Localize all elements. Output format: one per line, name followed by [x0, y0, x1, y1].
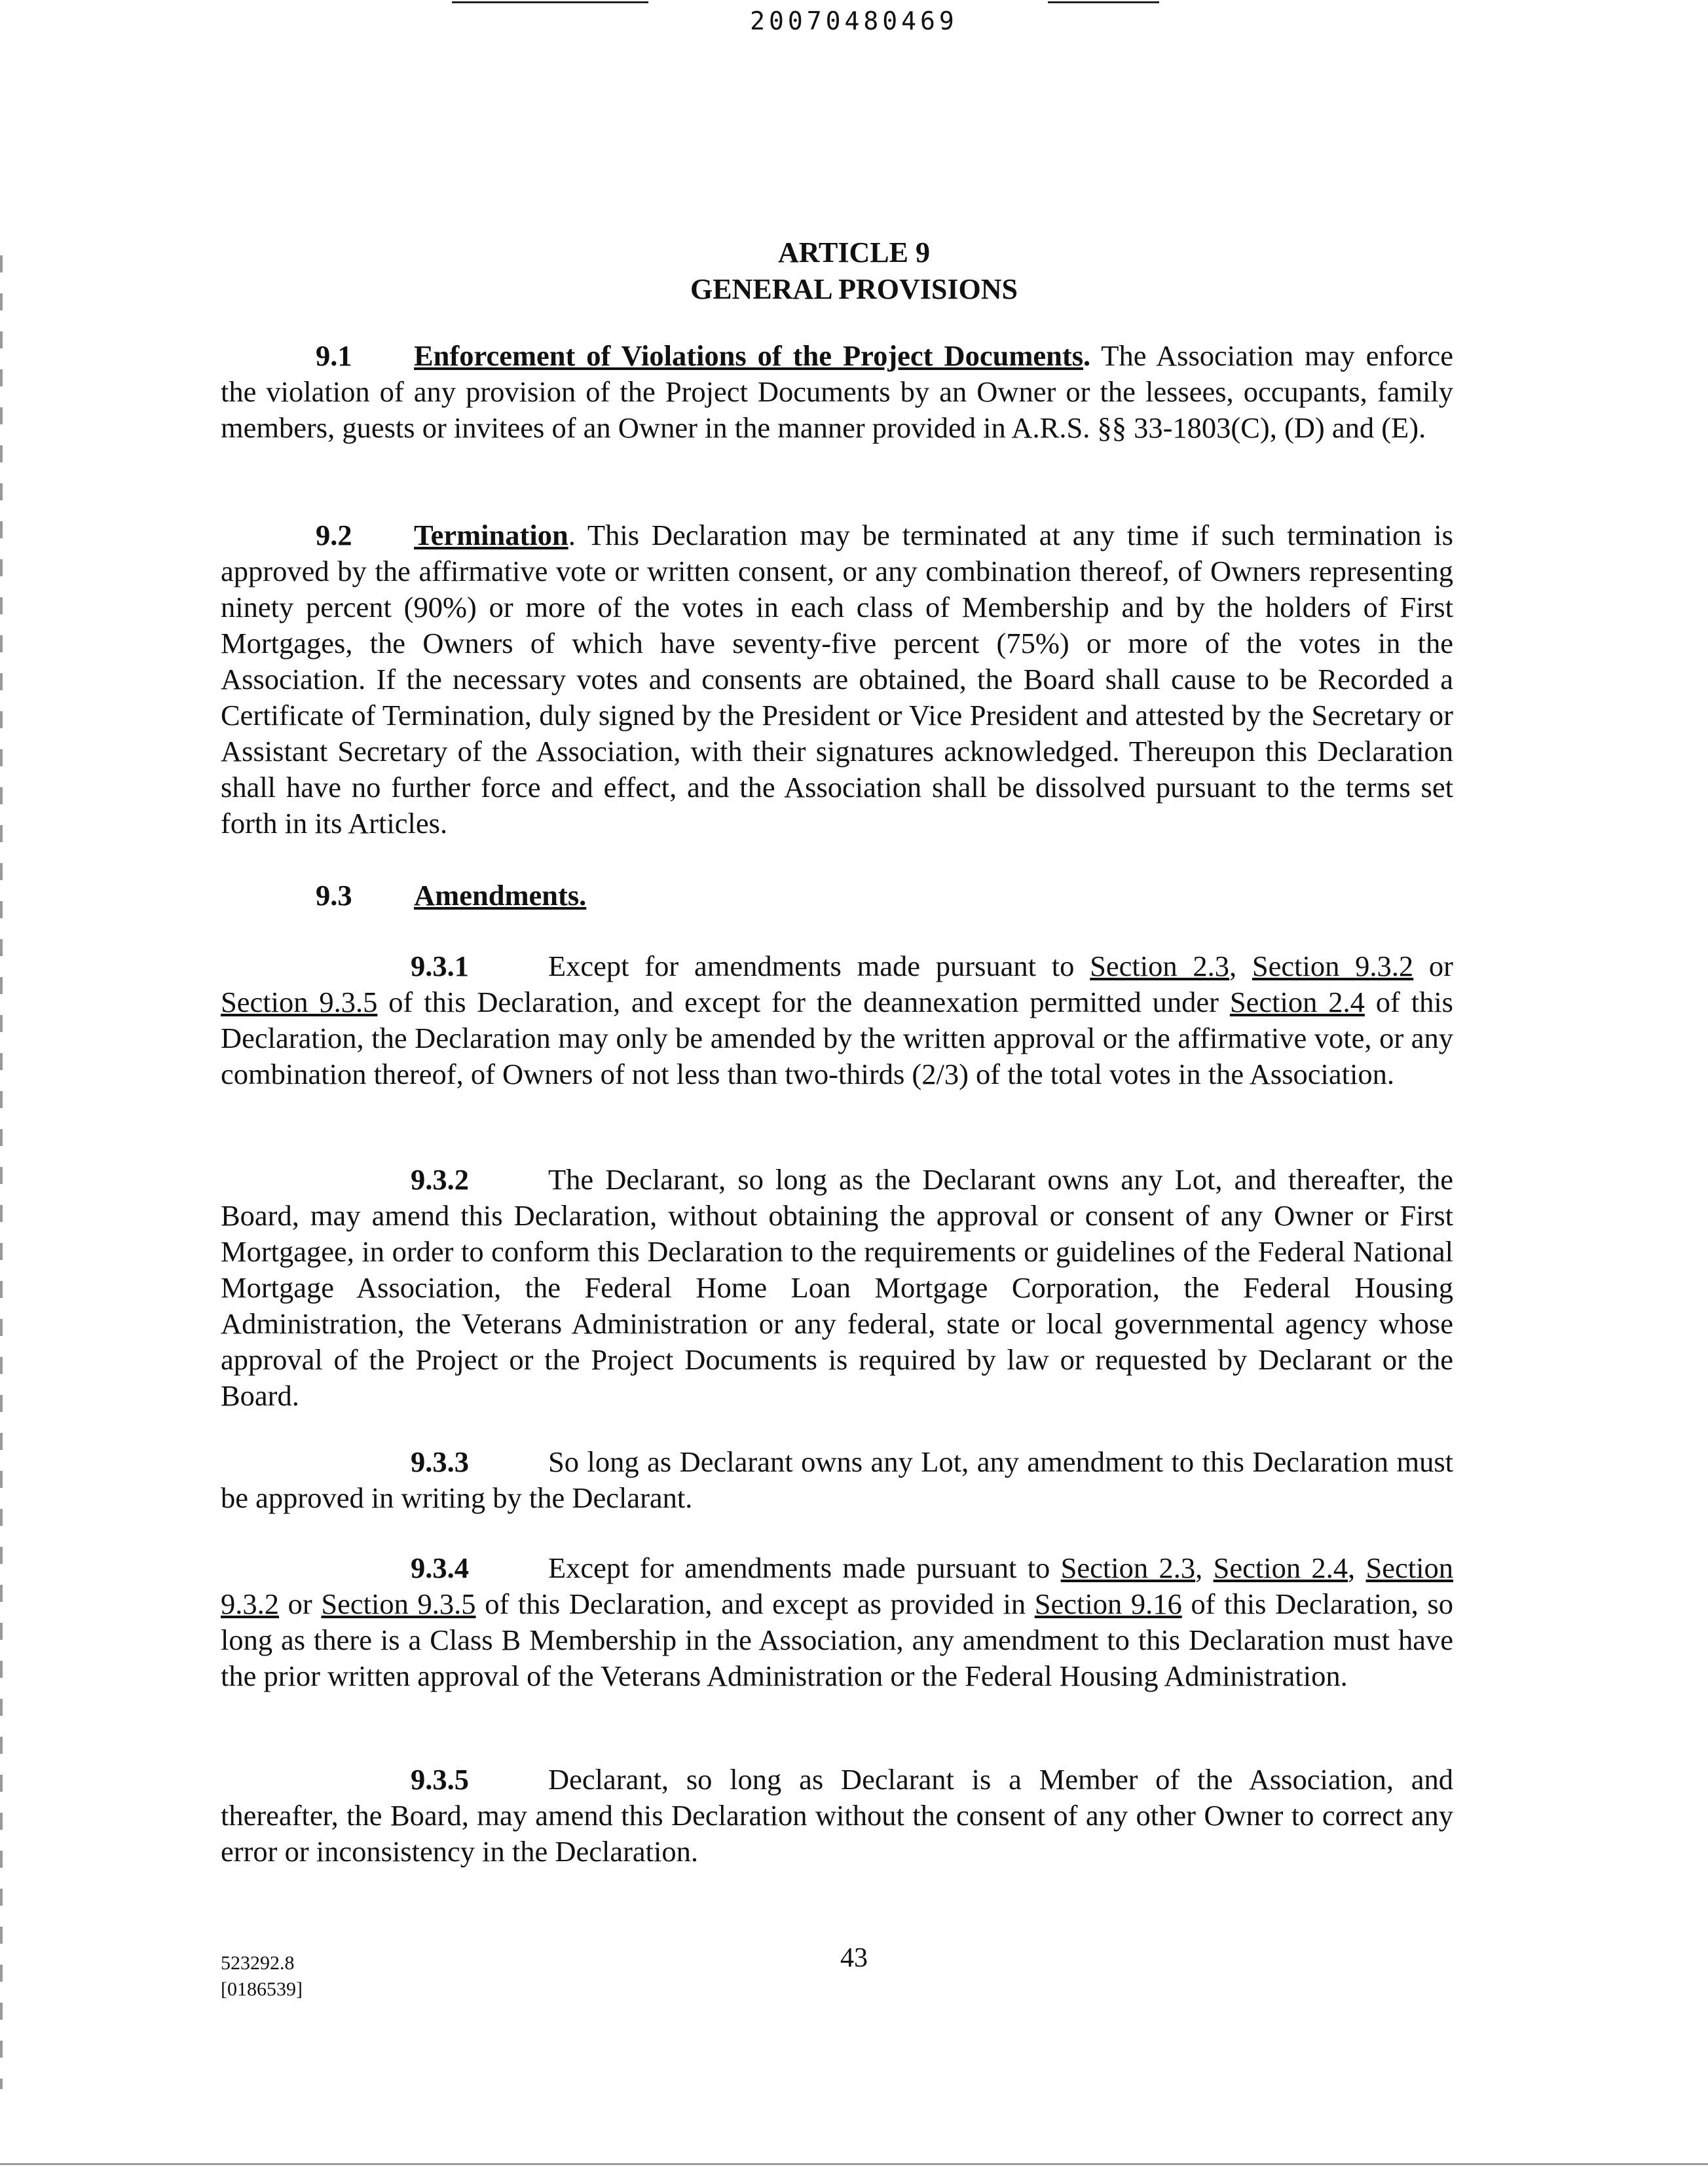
- section-body: This Declaration may be terminated at any time if such termination is approved by the affirmative vote or written consent, or any combination thereof, of Owners representing ninety percent (90%) or more of the votes in each class of Membership and by the holders of First Mortgages, the Owners of which have seventy-five percent (75%) or more of the votes in the Association. If the necessary votes and consents are obtained, the Board shall cause to be Recorded a Certificate of Termination, duly signed by the President or Vice President and attested by the Secretary or Assistant Secretary of the Association, with their signatures acknowledged. Thereupon this Declaration shall have no further force and effect, and the Association shall be dissolved pursuant to the terms set forth in its Articles.: [221, 519, 1453, 840]
- section-reference: Section 9.3.2: [221, 1551, 1454, 1620]
- section-title: Enforcement of Violations of the Project Documents: [414, 339, 1084, 372]
- section-body: So long as Declarant owns any Lot, any amendment to this Declaration must be approved in writing by the Declarant.: [221, 1445, 1453, 1514]
- section-reference: Section 9.3.5: [321, 1587, 476, 1620]
- section-title: Amendments.: [414, 879, 587, 912]
- section-9-3-5: [221, 1762, 1453, 1870]
- section-9-3-3: [221, 1444, 1453, 1516]
- section-number: 9.2: [316, 519, 352, 551]
- section-9-3-1: 9.3.1 Except for amendments made pursuant to Section 2.3, Section 9.3.2 or Section 9.3.5 of this Declaration, and except for the deannexation permitted under Section 2.4 of this Declaration, the Declaration may only be amended by the written approval or the affirmative vote, or any combination thereof, of Owners of not less than two-thirds (2/3) of the total votes in the Association.: [221, 950, 1454, 1090]
- page-number: 43: [840, 1943, 868, 1973]
- scan-mark-left: [452, 1, 648, 3]
- section-9-3: [221, 878, 1453, 914]
- section-9-2: 9.2 Termination. This Declaration may be terminated at any time if such termination is approved by the affirmative vote or written consent, or any combination thereof, of Owners representing ninety percent (90%) or more of the votes in each class of Membership and by the holders of First Mortgages, the Owners of which have seventy-five percent (75%) or more of the votes in the Association. If the necessary votes and consents are obtained, the Board shall cause to be Recorded a Certificate of Termination, duly signed by the President or Vice President and attested by the Secretary or Assistant Secretary of the Association, with their signatures acknowledged. Thereupon this Declaration shall have no further force and effect, and the Association shall be dissolved pursuant to the terms set forth in its Articles.: [221, 519, 1453, 840]
- section-title: Termination: [414, 519, 568, 551]
- subsection-number: 9.3.1: [411, 950, 469, 982]
- section-reference: Section 2.4: [1213, 1551, 1348, 1584]
- recording-number: 20070480469: [750, 7, 958, 35]
- section-reference: Section 9.16: [1034, 1587, 1182, 1620]
- section-9-3-4: 9.3.4 Except for amendments made pursuant to Section 2.3, Section 2.4, Section 9.3.2 or Section 9.3.5 of this Declaration, and except as provided in Section 9.16 of this Declaration, so long as there is a Class B Membership in the Association, any amendment to this Declaration must have the prior written approval of the Veterans Administration or the Federal Housing Administration.: [221, 1551, 1454, 1692]
- document-version: 523292.8: [221, 1952, 295, 1974]
- section-number: 9.1: [316, 339, 352, 372]
- subsection-number: 9.3.2: [411, 1163, 469, 1196]
- subsection-number: 9.3.3: [411, 1445, 469, 1478]
- article-title: GENERAL PROVISIONS: [690, 273, 1018, 305]
- section-reference: Section 9.3.5: [221, 986, 378, 1018]
- section-reference: Section 2.3: [1060, 1551, 1196, 1584]
- section-reference: Section 2.3: [1090, 950, 1230, 982]
- section-body: The Association may enforce the violation of any provision of the Project Documents by an Owner or the lessees, occupants, family members, guests or invitees of an Owner in the manner provided in A.R.S. §§ 33-1803(C), (D) and (E).: [221, 339, 1454, 444]
- section-9-1: 9.1 Enforcement of Violations of the Project Documents. The Association may enforce the violation of any provision of the Project Documents by an Owner or the lessees, occupants, family members, guests or invitees of an Owner in the manner provided in A.R.S. §§ 33-1803(C), (D) and (E).: [221, 339, 1454, 444]
- subsection-number: 9.3.4: [411, 1551, 469, 1584]
- section-body: Declarant, so long as Declarant is a Member of the Association, and thereafter, the Board, may amend this Declaration without the consent of any other Owner to correct any error or inconsistency in the Declaration.: [221, 1763, 1453, 1868]
- section-number: 9.3: [316, 879, 352, 912]
- scan-mark-right: [1048, 1, 1159, 3]
- section-9-3-2: [221, 1162, 1453, 1414]
- scan-margin-marks: [0, 255, 3, 2089]
- section-reference: Section 2.4: [1229, 986, 1365, 1018]
- subsection-number: 9.3.5: [411, 1763, 469, 1796]
- client-number: [0186539]: [221, 1978, 303, 2000]
- article-label: ARTICLE 9: [778, 236, 930, 269]
- section-body: The Declarant, so long as the Declarant owns any Lot, and thereafter, the Board, may amend this Declaration, without obtaining the approval or consent of any Owner or First Mortgagee, in order to conform this Declaration to the requirements or guidelines of the Federal National Mortgage Association, the Federal Home Loan Mortgage Corporation, the Federal Housing Administration, the Veterans Administration or any federal, state or local governmental agency whose approval of the Project or the Project Documents is required by law or requested by Declarant or the Board.: [221, 1163, 1453, 1412]
- scan-bottom-edge: [0, 2163, 1708, 2165]
- section-reference: Section 9.3.2: [1252, 950, 1414, 982]
